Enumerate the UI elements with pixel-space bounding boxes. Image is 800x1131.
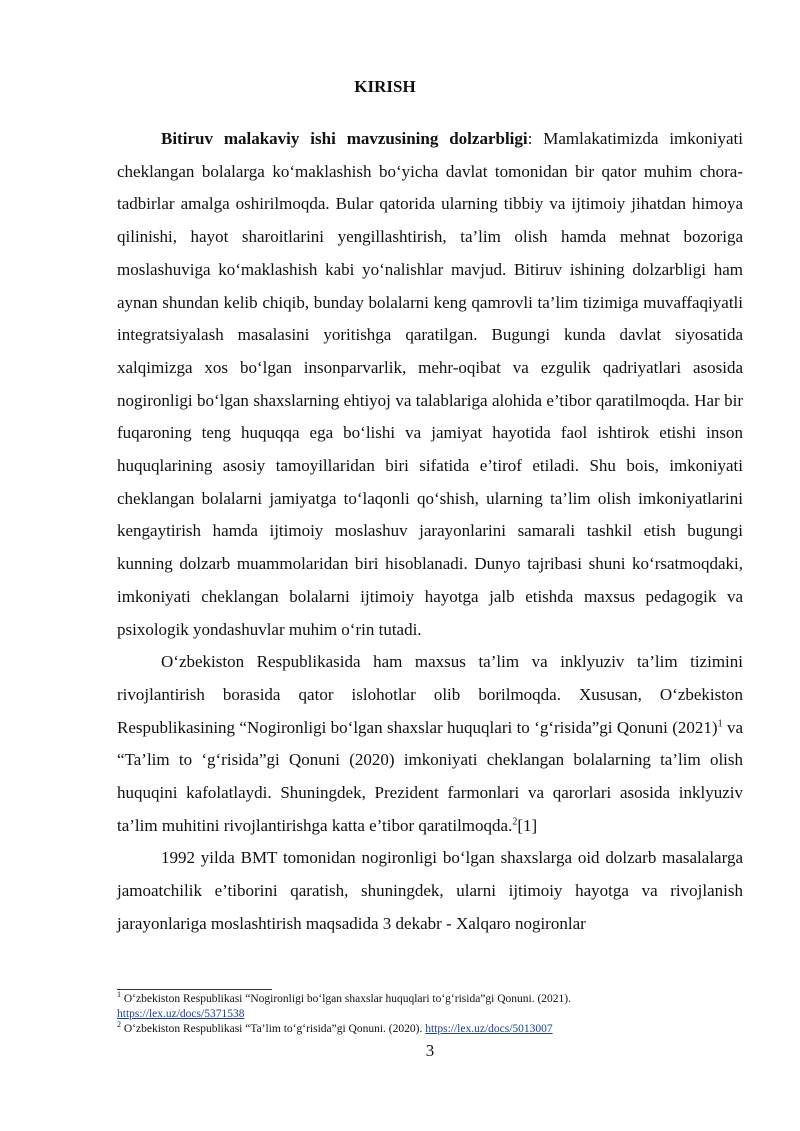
footnote-separator [117, 989, 272, 990]
paragraph-3 [117, 842, 743, 940]
paragraph-1-bold-lead: Bitiruv malakaviy ishi mavzusining dolzarbligi [161, 129, 528, 148]
paragraph-3-text: 1992 yilda BMT tomonidan nogironligi bo‘lgan shaxslarga oid dolzarb masalalarga jamoatchilik e’tiborini qaratish, shuningdek, ularni ijtimoiy hayotga va rivojlanish jarayonlariga moslashtirish maqsadida 3 dekabr - Xalqaro nogironlar [117, 848, 743, 933]
footnote-1 [117, 992, 743, 1022]
body-text [117, 123, 743, 941]
paragraph-1-text: : Mamlakatimizda imkoniyati cheklangan bolalarga ko‘maklashish bo‘yicha davlat tomonidan bir qator muhim chora-tadbirlar amalga oshirilmoqda. Bular qatorida ularning tibbiy va ijtimoiy jihatdan himoya qilinishi, hayot sharoitlarini yengillashtirish, ta’lim olish hamda mehnat bozoriga moslashuviga ko‘maklashish kabi yo‘nalishlar mavjud. Bitiruv ishining dolzarbligi ham aynan shundan kelib chiqib, bunday bolalarni keng qamrovli ta’lim tizimiga muvaffaqiyatli integratsiyalash masalasini yoritishga qaratilgan. Bugungi kunda davlat siyosatida xalqimizga xos bo‘lgan insonparvarlik, mehr-oqibat va ezgulik qadriyatlari asosida nogironligi bo‘lgan shaxslarning ehtiyoj va talablariga alohida e’tibor qaratilmoqda. Har bir fuqaroning teng huquqqa ega bo‘lishi va jamiyat hayotida faol ishtirok etishi inson huquqlarining asosiy tamoyillaridan biri sifatida e’tirof etiladi. Shu bois, imkoniyati cheklangan bolalarni jamiyatga to‘laqonli qo‘shish, ularning ta’lim olish imkoniyatlarini kengaytirish hamda ijtimoiy moslashuv jarayonlarini samarali tashkil etish bugungi kunning dolzarb muammolaridan biri hisoblanadi. Dunyo tajribasi shuni ko‘rsatmoqdaki, imkoniyati cheklangan bolalarni ijtimoiy hayotga jalb etishda maxsus pedagogik va psixologik yondashuvlar muhim o‘rin tutadi. [117, 129, 743, 639]
footnote-ref-1[interactable]: 1 [717, 718, 723, 729]
footnotes [117, 992, 743, 1037]
footnote-1-text: O‘zbekiston Respublikasi “Nogironligi bo‘lgan shaxslar huquqlari to‘g‘risida”gi Qonuni. (2021). [121, 993, 572, 1005]
paragraph-2-text-a: O‘zbekiston Respublikasida ham maxsus ta’lim va inklyuziv ta’lim tizimini rivojlantirish borasida qator islohotlar olib borilmoqda. Xususan, O‘zbekiston Respublikasining “Nogironligi bo‘lgan shaxslar huquqlari to ‘g‘risida”gi Qonuni (2021) [117, 652, 743, 737]
footnote-ref-2[interactable]: 2 [512, 816, 518, 828]
footnote-2 [117, 1022, 743, 1037]
footnote-1-number: 1 [117, 990, 121, 1000]
paragraph-1 [117, 123, 743, 646]
page-number: 3 [425, 1041, 435, 1060]
footnote-2-text: O‘zbekiston Respublikasi “Ta’lim to‘g‘risida”gi Qonuni. (2020). [121, 1023, 426, 1035]
footnote-2-link[interactable]: https://lex.uz/docs/5013007 [425, 1023, 553, 1035]
section-title: KIRISH [354, 77, 416, 96]
citation-ref: [1] [517, 815, 538, 835]
paragraph-2 [117, 646, 743, 842]
paragraph-2-text-b: va “Ta’lim to ‘g‘risida”gi Qonuni (2020) imkoniyati cheklangan bolalarning ta’lim olish huquqini kafolatlaydi. Shuningdek, Prezident farmonlari va qarorlari asosida inklyuziv ta’lim muhitini rivojlantirishga katta e’tibor qaratilmoqda. [117, 717, 744, 835]
footnote-1-link[interactable]: https://lex.uz/docs/5371538 [117, 1008, 245, 1020]
footnote-2-number: 2 [117, 1020, 121, 1030]
